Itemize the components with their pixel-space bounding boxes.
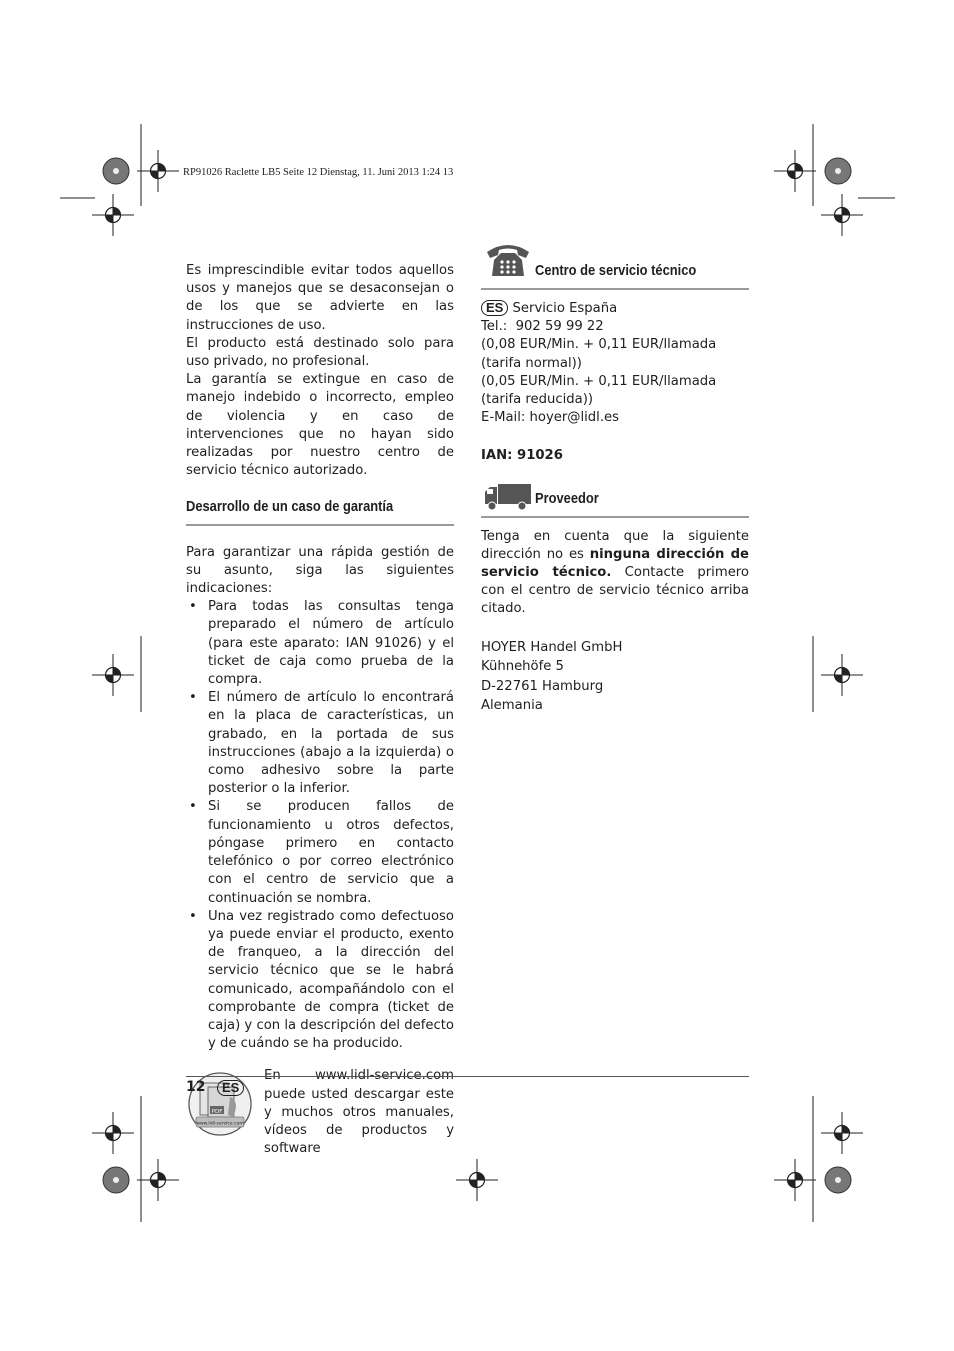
rate-reduced-line2: (tarifa reducida)) [481, 392, 594, 408]
service-country: Servicio España [512, 301, 618, 316]
supplier-note-post: Contacte primero con el centro de servicio técnico arriba citado. [481, 565, 750, 617]
list-item: • El número de artículo lo encontrará en la placa de características, un grabado, en la portada de sus instrucciones (abajo a la izquierda) o como adhesivo sobre la parte posterior o la inferior. [186, 689, 454, 798]
intro-paragraph-1: Es imprescindible evitar todos aquellos usos y manejos que se desaconsejan o de los que se advierte en las instrucciones de uso. [186, 263, 454, 333]
pdf-site-label: www.lidl-service.com [196, 1121, 244, 1127]
footer-language-badge: ES [217, 1080, 244, 1096]
warranty-section-title: Desarrollo de un caso de garantía [186, 498, 394, 516]
service-phone: Tel.: 902 59 99 22 [481, 319, 604, 335]
list-item: • Para todas las consultas tenga preparado el número de artículo (para este aparato: IAN 91026) y el ticket de caja como prueba de la compra. [186, 598, 454, 689]
service-country-line [481, 300, 749, 318]
address-line: Alemania [481, 698, 543, 714]
footer-rule [186, 1076, 749, 1077]
country-badge: ES [481, 300, 508, 316]
rate-normal-line1: (0,08 EUR/Min. + 0,11 EUR/llamada [481, 337, 717, 353]
supplier-section-title: Proveedor [535, 489, 599, 507]
list-item: • Si se producen fallos de funcionamiento u otros defectos, póngase primero en contacto telefónico o por correo electrónico con el centro de servicio que a continuación se nombra. [186, 798, 454, 907]
supplier-note-pre: Tenga en cuenta que la siguiente dirección no es [481, 528, 749, 562]
download-text: En www.lidl-service.com puede usted descargar este y muchos otros manuales, vídeos de productos y software [264, 1068, 454, 1157]
intro-paragraph-2: El producto está destinado solo para uso privado, no profesional. [186, 335, 454, 370]
supplier-address [481, 638, 749, 716]
address-line: Kühnehöfe 5 [481, 659, 564, 675]
supplier-note-bold: ninguna dirección de servicio técnico. [481, 546, 749, 581]
service-email: E-Mail: hoyer@lidl.es [481, 410, 620, 426]
supplier-note [481, 528, 749, 619]
truck-icon [484, 482, 532, 512]
pdf-label: PDF [211, 1109, 223, 1116]
list-item: • Una vez registrado como defectuoso ya puede enviar el producto, exento de franqueo, a la dirección del servicio técnico que se le habrá comunicado, acompañándolo con el comprobante de compra (ticket de caja) y con la descripción del defecto y de cuándo se ha producido. [186, 908, 454, 1054]
warranty-intro: Para garantizar una rápida gestión de su asunto, siga las siguientes indicaciones: [186, 544, 454, 597]
address-line: D-22761 Hamburg [481, 678, 604, 694]
telephone-icon [484, 240, 532, 278]
address-line: HOYER Handel GmbH [481, 639, 623, 655]
print-header: RP91026 Raclette LB5 Seite 12 Dienstag, 11. Juni 2013 1:24 13 [183, 167, 454, 178]
intro-paragraph-3: La garantía se extingue en caso de manejo indebido o incorrecto, empleo de violencia y en caso de intervenciones que no hayan sido realizadas por nuestro centro de servicio técnico autorizado. [186, 372, 454, 479]
rate-reduced-line1: (0,05 EUR/Min. + 0,11 EUR/llamada [481, 373, 717, 389]
right-column [481, 240, 749, 716]
service-section-title: Centro de servicio técnico [535, 262, 697, 279]
page-number: 12 [186, 1079, 206, 1095]
rate-normal-line2: (tarifa normal)) [481, 355, 582, 371]
warranty-steps [186, 598, 454, 1053]
ian-number: IAN: 91026 [481, 448, 563, 464]
warranty-section-header [186, 498, 454, 525]
supplier-section-header [481, 482, 749, 518]
left-column [186, 262, 454, 1157]
service-section-header [481, 240, 749, 290]
